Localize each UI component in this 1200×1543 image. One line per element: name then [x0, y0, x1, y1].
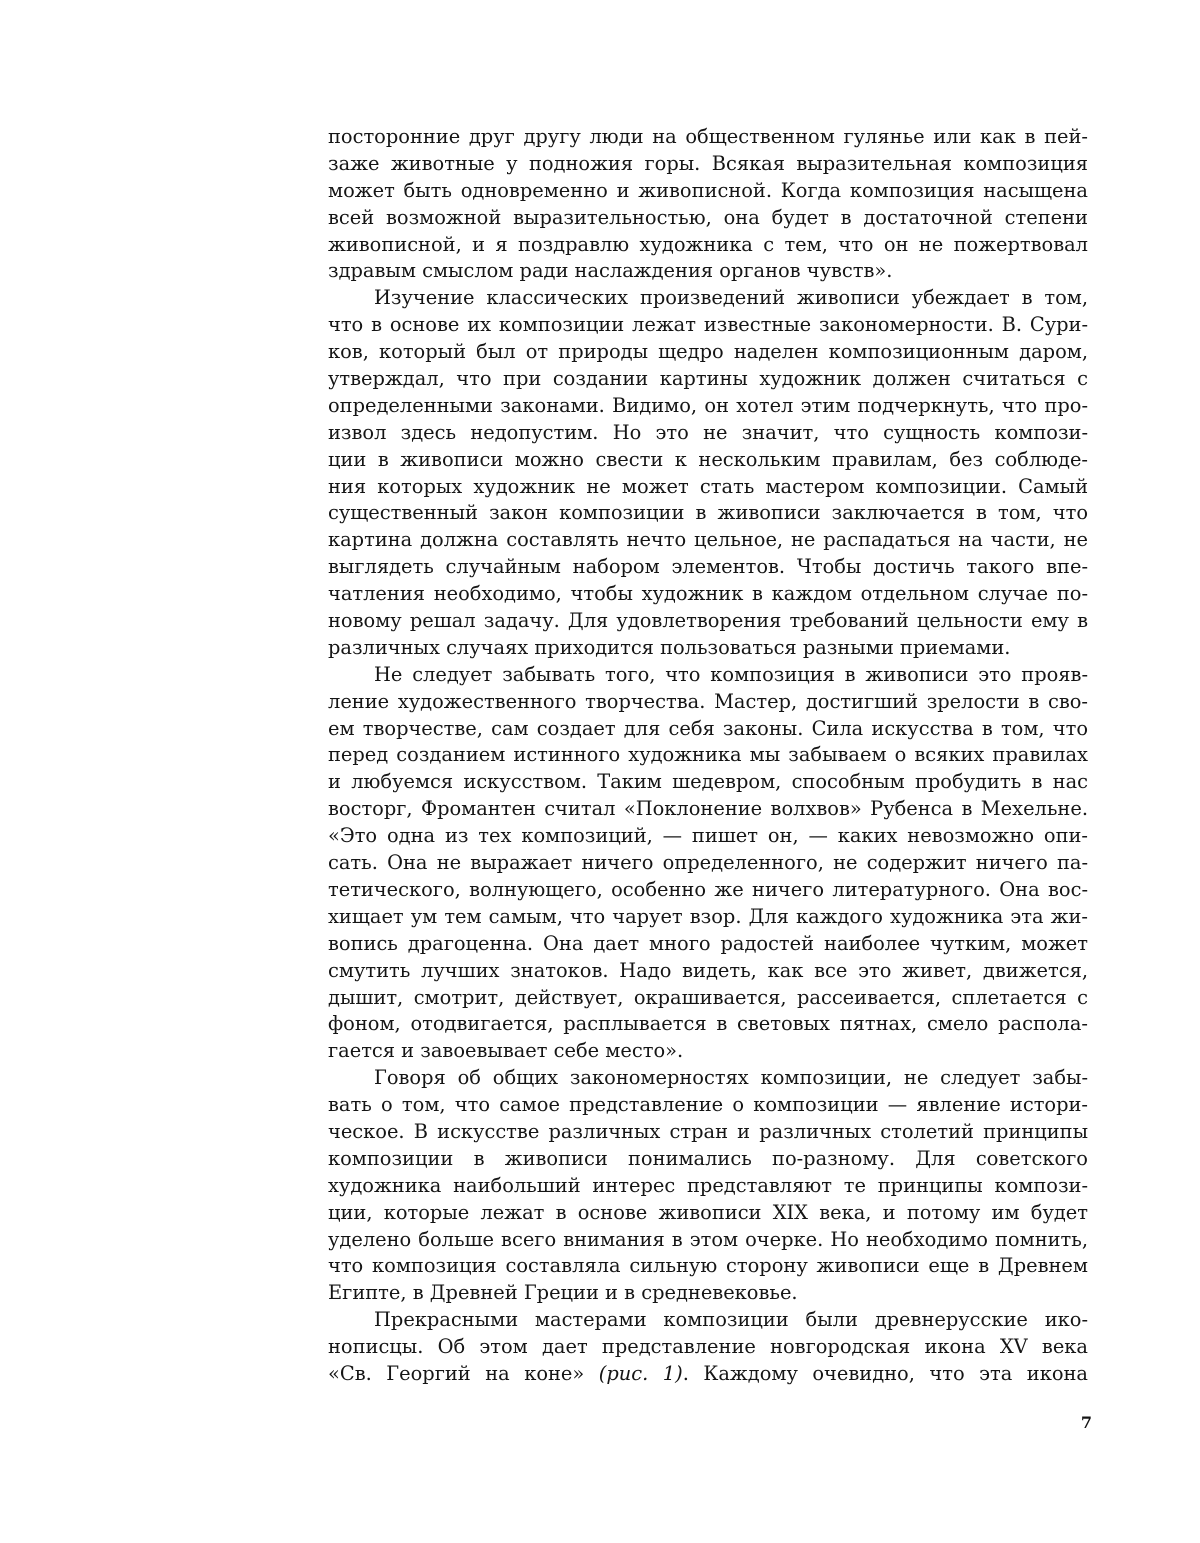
text-line: новому решал задачу. Для удовлетворения требований цельности ему в [328, 609, 1088, 633]
text-line: «Это одна из тех композиций, — пишет он, — каких невозможно опи- [328, 824, 1088, 848]
text-line: ции в живописи можно свести к нескольким правилам, без соблюде- [328, 447, 1088, 471]
text-line: хищает ум тем самым, что чарует взор. Для каждого художника эта жи- [328, 904, 1088, 928]
text-line: сать. Она не выражает ничего определенного, не содержит ничего па- [328, 851, 1088, 875]
text-line: композиции в живописи понимались по-разному. Для советского [328, 1146, 1088, 1170]
text-line: извол здесь недопустим. Но это не значит, что сущность компози- [328, 420, 1088, 444]
text-line: смутить лучших знатоков. Надо видеть, как все это живет, движется, [328, 958, 1088, 982]
text-line: посторонние друг другу люди на общественном гулянье или как в пей- [328, 125, 1088, 148]
text-line: ем творчестве, сам создает для себя законы. Сила искусства в том, что [328, 716, 1088, 740]
text-line: выглядеть случайным набором элементов. Чтобы достичь такого впе- [328, 555, 1088, 579]
text-line: Говоря об общих закономерностях композиции, не следует забы- [374, 1066, 1088, 1090]
text-line: уделено больше всего внимания в этом очерке. Но необходимо помнить, [328, 1227, 1088, 1251]
text-line: существенный закон композиции в живописи заключается в том, что [328, 501, 1088, 525]
text-line: перед созданием истинного художника мы забываем о всяких правилах [328, 743, 1088, 767]
text-line: художника наибольший интерес представляют те принципы компози- [328, 1173, 1088, 1197]
text-line: что в основе их композиции лежат известные закономерности. В. Сури- [328, 313, 1088, 337]
text-line: может быть одновременно и живописной. Когда композиция насыщена [328, 178, 1088, 202]
text-line: Прекрасными мастерами композиции были древнерусские ико- [374, 1308, 1088, 1332]
text-line: Египте, в Древней Греции и в средневековье. [328, 1281, 798, 1305]
text-line: живописной, и я поздравлю художника с тем, что он не пожертвовал [328, 232, 1088, 256]
text-line: нописцы. Об этом дает представление новгородская икона XV века [328, 1335, 1088, 1359]
text-line: ление художественного творчества. Мастер, достигший зрелости в сво- [328, 689, 1088, 713]
body-text [328, 124, 1088, 1388]
text-line: тетического, волнующего, особенно же ничего литературного. Она вос- [328, 877, 1088, 901]
text-line: утверждал, что при создании картины художник должен считаться с [328, 367, 1088, 391]
figure-reference: (рис. 1) [598, 1361, 683, 1385]
text-line: всей возможной выразительностью, она будет в достаточной степени [328, 205, 1088, 229]
text-fragment: . Каждому очевидно, что эта икона [682, 1361, 1088, 1385]
text-line: что композиция составляла сильную сторону живописи еще в Древнем [328, 1254, 1088, 1278]
text-line: ческое. В искусстве различных стран и различных столетий принципы [328, 1119, 1088, 1143]
text-line: ции, которые лежат в основе живописи XIX века, и потому им будет [328, 1200, 1088, 1224]
page-number: 7 [1080, 1413, 1092, 1432]
text-line: заже животные у подножия горы. Всякая выразительная композиция [328, 151, 1088, 175]
text-line: Изучение классических произведений живописи убеждает в том, [374, 286, 1088, 310]
text-line: гается и завоевывает себе место». [328, 1039, 684, 1063]
text-line: вать о том, что самое представление о композиции — явление истори- [328, 1093, 1088, 1117]
text-line: фоном, отодвигается, расплывается в световых пятнах, смело распола- [328, 1012, 1088, 1036]
text-line: чатления необходимо, чтобы художник в каждом отдельном случае по- [328, 582, 1088, 606]
text-line: восторг, Фромантен считал «Поклонение волхвов» Рубенса в Мехельне. [328, 797, 1088, 821]
text-line: различных случаях приходится пользоваться разными приемами. [328, 635, 1011, 659]
text-line: картина должна составлять нечто цельное, не распадаться на части, не [328, 528, 1088, 552]
text-line: вопись драгоценна. Она дает много радостей наиболее чутким, может [328, 931, 1088, 955]
text-line: Не следует забывать того, что композиция в живописи это прояв- [374, 662, 1088, 686]
text-line-with-figure-reference [328, 1361, 1088, 1388]
text-line: определенными законами. Видимо, он хотел этим подчеркнуть, что про- [328, 393, 1088, 417]
text-line: ния которых художник не может стать мастером композиции. Самый [328, 474, 1088, 498]
text-line: здравым смыслом ради наслаждения органов чувств». [328, 259, 893, 283]
text-line: ков, который был от природы щедро наделен композиционным даром, [328, 340, 1088, 364]
text-line: и любуемся искусством. Таким шедевром, способным пробудить в нас [328, 770, 1088, 794]
text-fragment: «Св. Георгий на коне» [328, 1361, 599, 1385]
text-line: дышит, смотрит, действует, окрашивается, рассеивается, сплетается с [328, 985, 1088, 1009]
